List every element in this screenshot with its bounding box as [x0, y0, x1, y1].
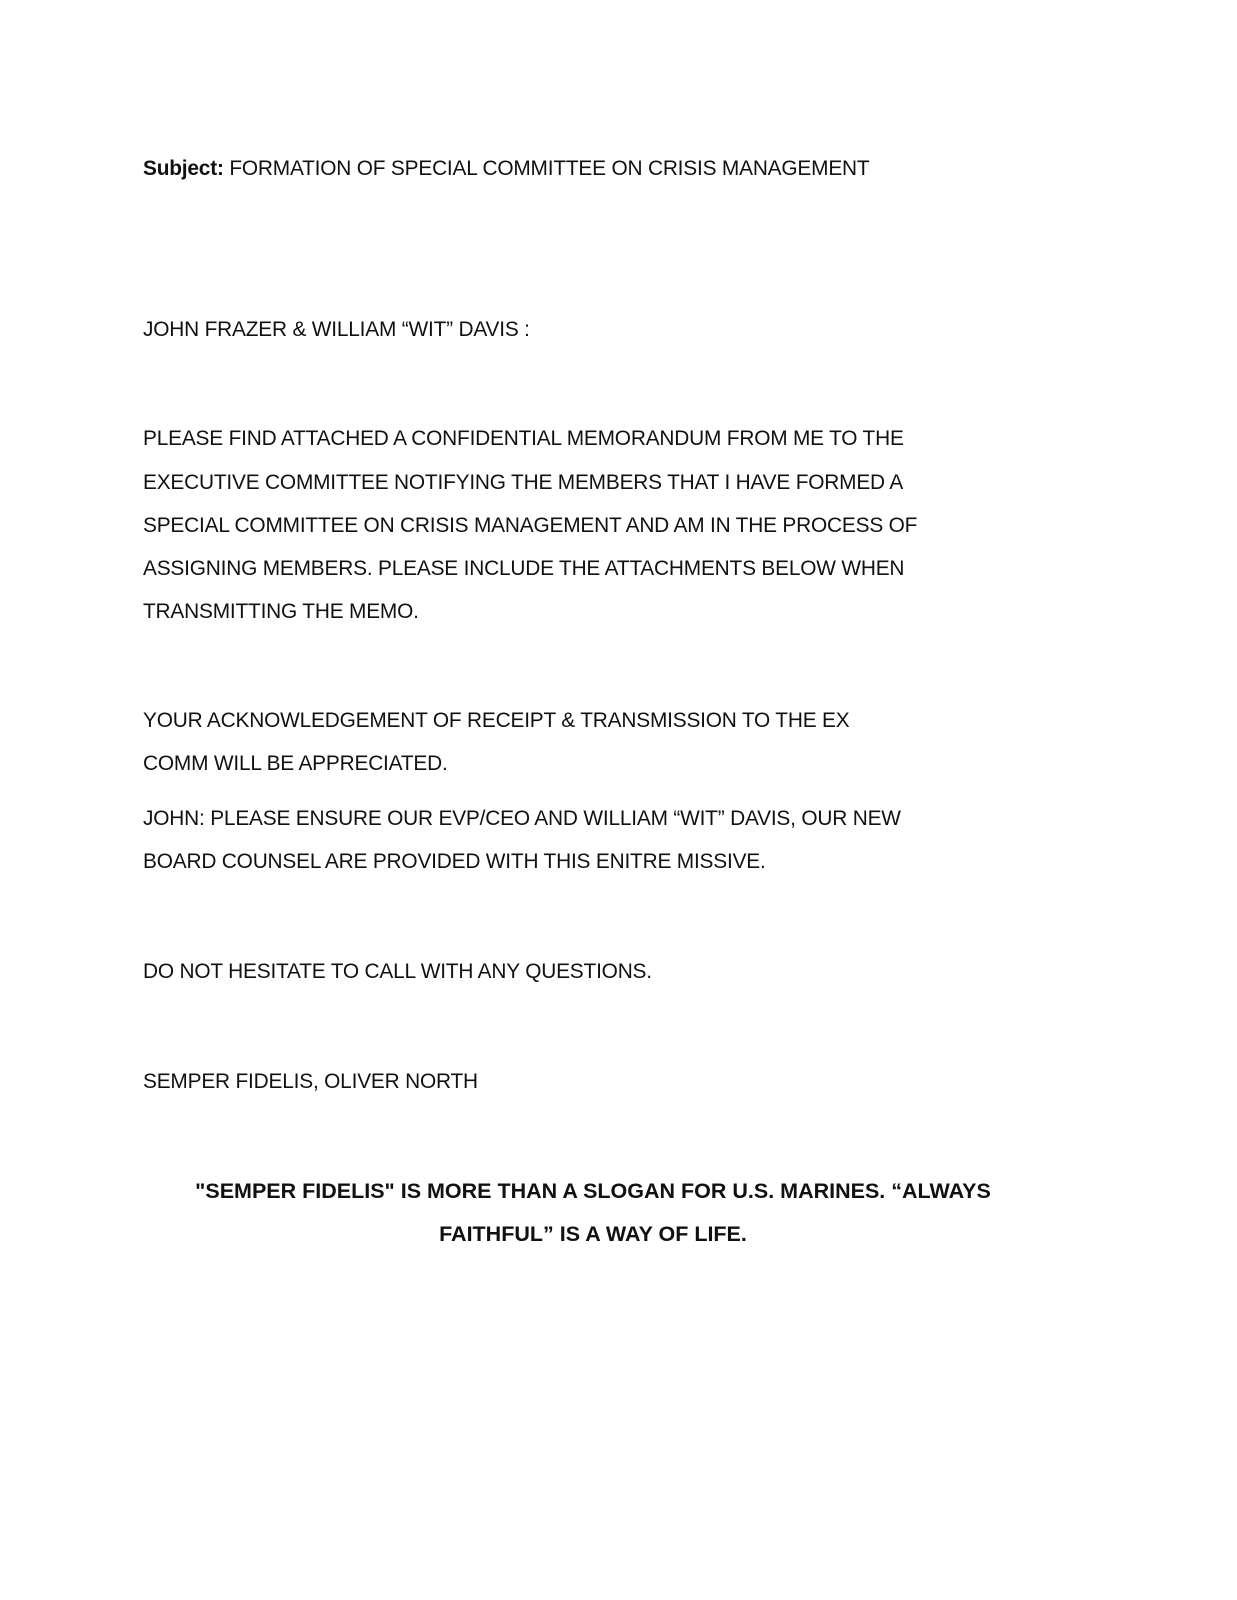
closing-quote-line: FAITHFUL” IS A WAY OF LIFE. [439, 1222, 747, 1246]
paragraph-line: TRANSMITTING THE MEMO. [143, 599, 419, 623]
paragraph-line: ASSIGNING MEMBERS. PLEASE INCLUDE THE ATTACHMENTS BELOW WHEN [143, 556, 905, 580]
subject-text: FORMATION OF SPECIAL COMMITTEE ON CRISIS MANAGEMENT [223, 156, 870, 180]
salutation: JOHN FRAZER & WILLIAM “WIT” DAVIS : [143, 317, 530, 341]
paragraph-line: BOARD COUNSEL ARE PROVIDED WITH THIS ENITRE MISSIVE. [143, 849, 766, 873]
closing-quote-line: "SEMPER FIDELIS" IS MORE THAN A SLOGAN FOR U.S. MARINES. “ALWAYS [195, 1179, 991, 1203]
paragraph-line: EXECUTIVE COMMITTEE NOTIFYING THE MEMBERS THAT I HAVE FORMED A [143, 470, 904, 494]
paragraph-questions: DO NOT HESITATE TO CALL WITH ANY QUESTIONS. [143, 959, 652, 983]
paragraph-line: PLEASE FIND ATTACHED A CONFIDENTIAL MEMORANDUM FROM ME TO THE [143, 426, 904, 450]
subject-label: Subject: [143, 156, 224, 180]
paragraph-line: COMM WILL BE APPRECIATED. [143, 751, 448, 775]
paragraph-line: YOUR ACKNOWLEDGEMENT OF RECEIPT & TRANSMISSION TO THE EX [143, 708, 850, 732]
paragraph-line: JOHN: PLEASE ENSURE OUR EVP/CEO AND WILLIAM “WIT” DAVIS, OUR NEW [143, 806, 901, 830]
subject-line [143, 154, 869, 182]
signature: SEMPER FIDELIS, OLIVER NORTH [143, 1069, 478, 1093]
paragraph-line: SPECIAL COMMITTEE ON CRISIS MANAGEMENT AND AM IN THE PROCESS OF [143, 513, 918, 537]
